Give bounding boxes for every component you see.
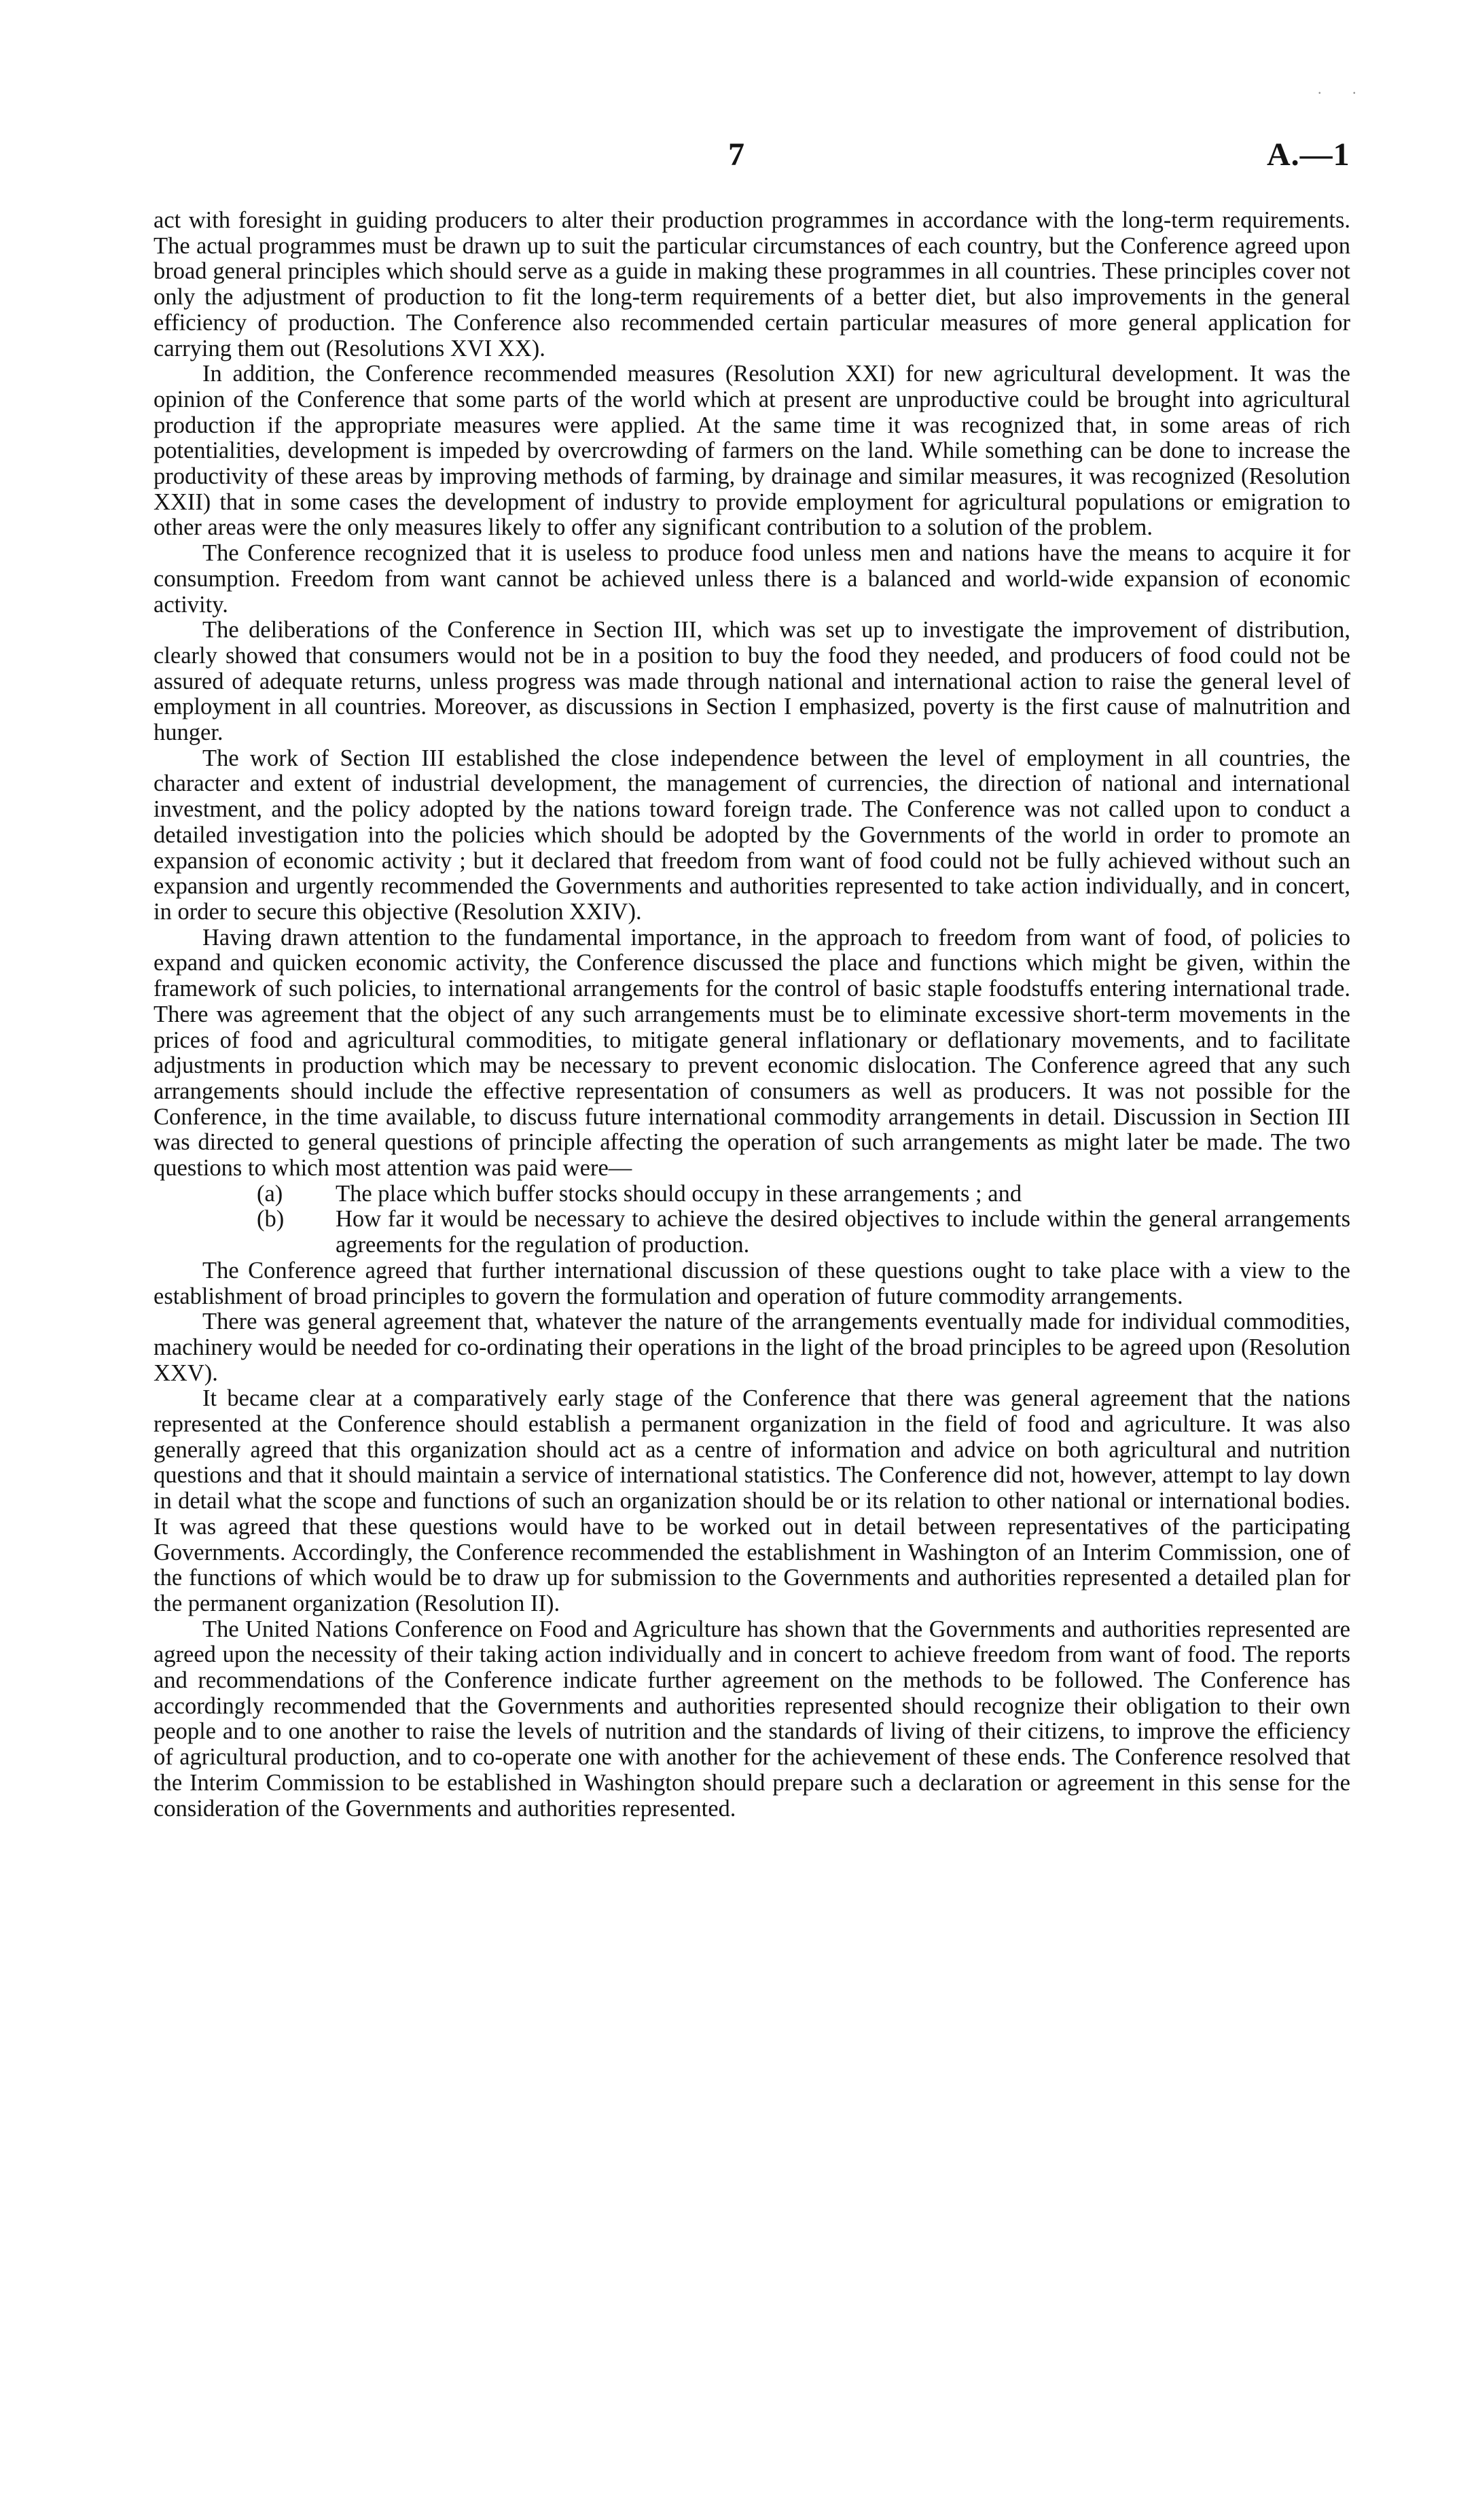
paragraph-4: The deliberations of the Conference in Section III, which was set up to investigate the improvement of distribution, clearly showed that consumers would not be in a position to buy the food they needed, and producers of food could not be assured of adequate returns, unless progress was made through national and international action to raise the general level of employment in all countries. Moreover, as discussions in Section I emphasized, poverty is the first cause of malnutrition and hunger. (154, 617, 1350, 746)
paragraph-3: The Conference recognized that it is useless to produce food unless men and nations have the means to acquire it for consumption. Freedom from want cannot be achieved unless there is a balanced and world-wide expansion of economic activity. (154, 540, 1350, 618)
paragraph-7: The Conference agreed that further international discussion of these questions ought to take place with a view to the establishment of broad principles to govern the formulation and operation of future commodity arrangements. (154, 1257, 1350, 1309)
list-item-a-text: The place which buffer stocks should occupy in these arrangements ; and (336, 1180, 1022, 1207)
list-marker-b: (b) (257, 1206, 285, 1232)
corner-mark: . . (1318, 80, 1370, 97)
paragraph-2: In addition, the Conference recommended measures (Resolution XXI) for new agricultural development. It was the opinion of the Conference that some parts of the world which at present are unproductive could be brought into agricultural production if the appropriate measures were applied. At the same time it was recognized that, in some areas of rich potentialities, development is impeded by overcrowding of farmers on the land. While something can be done to increase the productivity of these areas by improving methods of farming, by drainage and similar measures, it was recognized (Resolution XXII) that in some cases the development of industry to provide employment for agricultural populations or emigration to other areas were the only measures likely to offer any significant contribution to a solution of the problem. (154, 361, 1350, 541)
list-item-a (154, 1182, 1350, 1207)
page-header (0, 136, 1476, 183)
list-item-b (154, 1207, 1350, 1258)
list-item-b-text: How far it would be necessary to achieve the desired objectives to include within the general arrangements agreements for the regulation of production. (336, 1206, 1350, 1258)
paragraph-8: There was general agreement that, whatever the nature of the arrangements eventually made for individual commodities, machinery would be needed for co-ordinating their operations in the light of the broad principles to be agreed upon (Resolution XXV). (154, 1309, 1350, 1386)
body-text (154, 208, 1350, 1822)
paragraph-9: It became clear at a comparatively early stage of the Conference that there was general agreement that the nations represented at the Conference should establish a permanent organization in the field of food and agriculture. It was also generally agreed that this organization should act as a centre of information and advice on both agricultural and nutrition questions and that it should maintain a service of international statistics. The Conference did not, however, attempt to lay down in detail what the scope and functions of such an organization should be or its relation to other national or international bodies. It was agreed that these questions would have to be worked out in detail between representatives of the participating Governments. Accordingly, the Conference recommended the establishment in Washington of an Interim Commission, one of the functions of which would be to draw up for submission to the Governments and authorities represented a detailed plan for the permanent organization (Resolution II). (154, 1385, 1350, 1616)
page-number: 7 (728, 137, 744, 173)
paragraph-5: The work of Section III established the close independence between the level of employment in all countries, the character and extent of industrial development, the management of currencies, the direction of national and international investment, and the policy adopted by the nations toward foreign trade. The Conference was not called upon to conduct a detailed investigation into the policies which should be adopted by the Governments of the world in order to promote an expansion of economic activity ; but it declared that freedom from want of food could not be fully achieved without such an expansion and urgently recommended the Governments and authorities represented to take action individually, and in concert, in order to secure this objective (Resolution XXIV). (154, 745, 1350, 925)
paragraph-6: Having drawn attention to the fundamental importance, in the approach to freedom from want of food, of policies to expand and quicken economic activity, the Conference discussed the place and functions which might be given, within the framework of such policies, to international arrangements for the control of basic staple foodstuffs entering international trade. There was agreement that the object of any such arrangements must be to eliminate excessive short-term movements in the prices of food and agricultural commodities, to mitigate general inflationary or deflationary movements, and to facilitate adjustments in production which may be necessary to prevent economic dislocation. The Conference agreed that any such arrangements should include the effective representation of consumers as well as producers. It was not possible for the Conference, in the time available, to discuss future international commodity arrangements in detail. Discussion in Section III was directed to general questions of principle affecting the operation of such arrangements as might later be made. The two questions to which most attention was paid were— (154, 924, 1350, 1182)
paragraph-1: act with foresight in guiding producers to alter their production programmes in accordance with the long-term requirements. The actual programmes must be drawn up to suit the particular circumstances of each country, but the Conference agreed upon broad general principles which should serve as a guide in making these programmes in all countries. These principles cover not only the adjustment of production to fit the long-term requirements of a better diet, but also improvements in the general efficiency of production. The Conference also recommended certain particular measures of more general application for carrying them out (Resolutions XVI XX). (154, 207, 1350, 361)
list-marker-a: (a) (257, 1180, 283, 1207)
paragraph-10: The United Nations Conference on Food and Agriculture has shown that the Governments and authorities represented are agreed upon the necessity of their taking action individually and in concert to achieve freedom from want of food. The reports and recommendations of the Conference indicate further agreement on the methods to be followed. The Conference has accordingly recommended that the Governments and authorities represented should recognize their obligation to their own people and to one another to raise the levels of nutrition and the standards of living of their citizens, to improve the efficiency of agricultural production, and to co-operate one with another for the achievement of these ends. The Conference resolved that the Interim Commission to be established in Washington should prepare such a declaration or agreement in this sense for the consideration of the Governments and authorities represented. (154, 1616, 1350, 1822)
document-reference: A.—1 (1267, 137, 1350, 173)
